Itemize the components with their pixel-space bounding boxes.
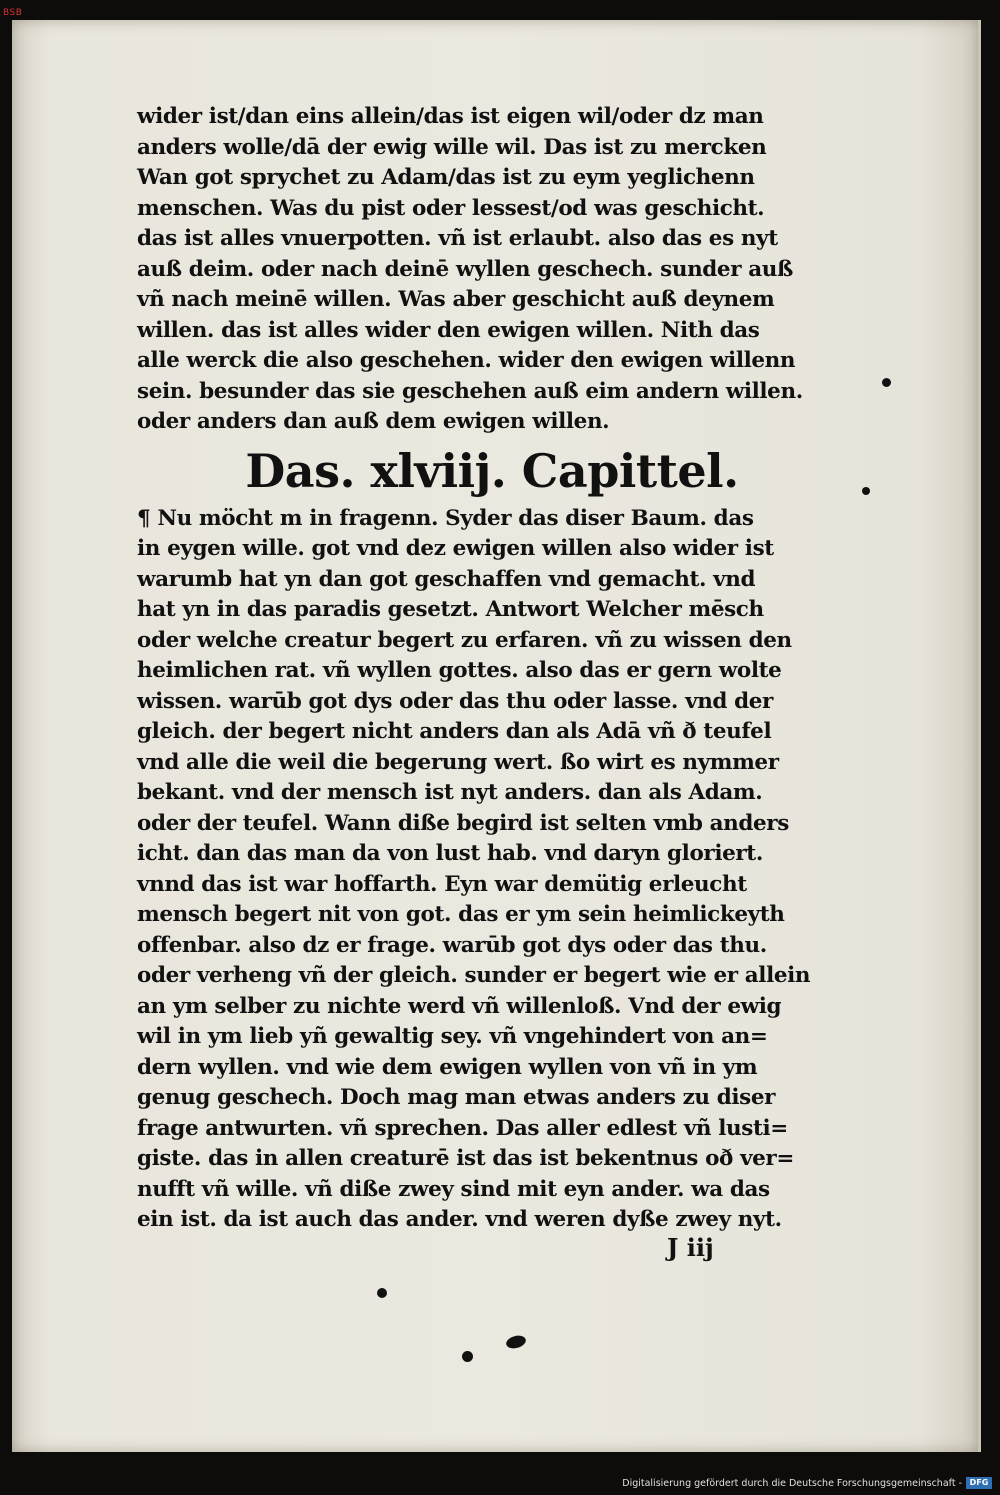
text-line: giste. das in allen creaturē ist das ist bekentnus oð ver=	[137, 1146, 794, 1171]
text-line: oder der teufel. Wann diße begird ist selten vmb anders	[137, 810, 789, 836]
text-line: auß deim. oder nach deinē wyllen geschech. sunder auß	[137, 256, 793, 282]
ink-spot	[505, 1334, 527, 1351]
text-line: das ist alles vnuerpotten. vñ ist erlaubt. also das es nyt	[137, 226, 778, 251]
footer-text: Digitalisierung gefördert durch die Deutsche Forschungsgemeinschaft -	[622, 1477, 962, 1489]
text-line: mensch begert nit von got. das er ym sein heimlickeyth	[137, 902, 785, 927]
text-line: anders wolle/dā der ewig wille wil. Das ist zu mercken	[137, 134, 767, 160]
library-mark: BSB	[3, 8, 23, 18]
book-page	[12, 20, 981, 1452]
text-line: vñ nach meinē willen. Was aber geschicht auß deynem	[137, 287, 775, 312]
text-line: Wan got sprychet zu Adam/das ist zu eym yeglichenn	[137, 165, 755, 190]
text-line: nufft vñ wille. vñ diße zwey sind mit eyn ander. wa das	[137, 1176, 770, 1202]
text-line: icht. dan das man da von lust hab. vnd daryn gloriert.	[137, 841, 763, 866]
text-line: menschen. Was du pist oder lessest/od was geschicht.	[137, 195, 765, 221]
text-line: in eygen wille. got vnd dez ewigen willen also wider ist	[137, 536, 774, 561]
text-line: offenbar. also dz er frage. warūb got dys oder das thu.	[137, 932, 767, 958]
text-line: oder welche creatur begert zu erfaren. vñ zu wissen den	[137, 627, 792, 653]
text-line: dern wyllen. vnd wie dem ewigen wyllen von vñ in ym	[137, 1054, 758, 1080]
text-line: sein. besunder das sie geschehen auß eim andern willen.	[137, 378, 803, 404]
text-line: ein ist. da ist auch das ander. vnd weren dyße zwey nyt.	[137, 1207, 782, 1232]
text-line: frage antwurten. vñ sprechen. Das aller edlest vñ lusti=	[137, 1115, 788, 1141]
text-line: wissen. warūb got dys oder das thu oder lasse. vnd der	[137, 688, 773, 714]
dfg-logo-icon: DFG	[966, 1477, 992, 1489]
signature-mark: J iij	[667, 1233, 714, 1262]
ink-spot	[377, 1288, 387, 1298]
text-line: an ym selber zu nichte werd vñ willenloß. Vnd der ewig	[137, 993, 782, 1019]
text-line: wider ist/dan eins allein/das ist eigen wil/oder dz man	[137, 104, 764, 129]
text-line: vnnd das ist war hoffarth. Eyn war demütig erleucht	[137, 871, 747, 897]
text-line: ¶ Nu möcht m in fragenn. Syder das diser Baum. das	[137, 505, 754, 531]
text-line: heimlichen rat. vñ wyllen gottes. also das er gern wolte	[137, 658, 782, 683]
text-line: willen. das ist alles wider den ewigen willen. Nith das	[137, 317, 760, 343]
ink-spot	[462, 1351, 473, 1362]
text-line: bekant. vnd der mensch ist nyt anders. dan als Adam.	[137, 780, 763, 805]
ink-spot	[882, 378, 891, 387]
text-line: wil in ym lieb yñ gewaltig sey. vñ vngehindert von an=	[137, 1024, 768, 1049]
text-line: vnd alle die weil die begerung wert. ßo wirt es nymmer	[137, 749, 779, 775]
text-line: genug geschech. Doch mag man etwas anders zu diser	[137, 1085, 776, 1110]
page-text	[137, 102, 827, 1236]
funding-footer	[622, 1477, 992, 1489]
ink-spot	[862, 487, 870, 495]
text-line: gleich. der begert nicht anders dan als Adā vñ ð teufel	[137, 719, 772, 744]
chapter-heading: Das. xlviij. Capittel.	[245, 443, 739, 498]
text-line: warumb hat yn dan got geschaffen vnd gemacht. vnd	[137, 566, 756, 592]
text-line: hat yn in das paradis gesetzt. Antwort Welcher mēsch	[137, 597, 764, 622]
text-line: oder anders dan auß dem ewigen willen.	[137, 409, 610, 434]
text-line: alle werck die also geschehen. wider den ewigen willenn	[137, 348, 796, 373]
text-line: oder verheng vñ der gleich. sunder er begert wie er allein	[137, 963, 811, 988]
